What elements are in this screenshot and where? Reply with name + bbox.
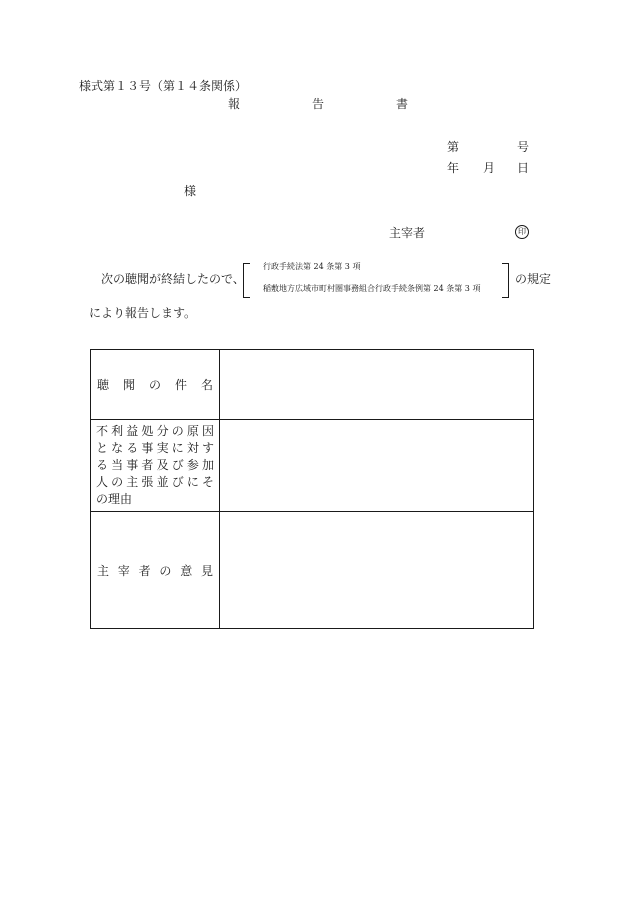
label-char: 名 <box>200 378 213 392</box>
label-char: る <box>126 441 139 455</box>
right-bracket <box>502 263 509 298</box>
label-char: 当 <box>111 458 124 472</box>
body-text-after: の規定 <box>515 272 552 286</box>
label-char: す <box>201 441 214 455</box>
label-char: の <box>111 475 124 489</box>
law-option-local: 稲敷地方広域市町村圏事務組合行政手続条例第 24 条第 3 項 <box>263 284 481 293</box>
report-table <box>90 349 534 629</box>
claims-label <box>91 420 220 512</box>
label-char: 者 <box>138 563 151 578</box>
title-char: 告 <box>311 97 324 111</box>
label-char: 実 <box>156 441 169 455</box>
label-char: 事 <box>141 441 154 455</box>
label-char: 不 <box>96 424 109 438</box>
presider-label: 主宰者 <box>389 226 426 240</box>
body-text-continuation: により報告します。 <box>89 306 197 320</box>
label-char: 見 <box>200 563 213 578</box>
label-char: 件 <box>174 378 187 392</box>
label-char: 事 <box>126 458 139 472</box>
label-char: る <box>96 458 109 472</box>
presider-opinion-label <box>91 512 220 629</box>
hearing-title-label <box>91 350 220 420</box>
label-char: そ <box>201 475 214 489</box>
label-char: に <box>171 441 184 455</box>
label-char: と <box>96 441 109 455</box>
label-char: に <box>186 475 199 489</box>
label-char: な <box>111 441 124 455</box>
reference-number-suffix: 号 <box>517 140 530 154</box>
label-char: 分 <box>156 424 169 438</box>
addressee-honorific: 様 <box>184 184 197 198</box>
label-char: 者 <box>141 458 154 472</box>
label-char: の <box>171 424 184 438</box>
label-char: 並 <box>156 475 169 489</box>
label-char: 主 <box>126 475 139 489</box>
label-char: 宰 <box>117 563 130 578</box>
label-char: 人 <box>96 475 109 489</box>
label-char: 聴 <box>97 378 110 392</box>
label-char: 聞 <box>122 378 135 392</box>
label-char: の <box>159 563 172 578</box>
label-char: 対 <box>186 441 199 455</box>
document-title <box>228 98 408 110</box>
label-char: 張 <box>141 475 154 489</box>
label-line: の理由 <box>96 492 133 506</box>
form-number: 様式第１３号（第１４条関係） <box>79 79 248 93</box>
label-char: の <box>148 378 161 392</box>
title-char: 報 <box>228 97 241 111</box>
label-char: 原 <box>186 424 199 438</box>
label-char: 主 <box>97 563 110 578</box>
hearing-title-value[interactable] <box>220 350 534 420</box>
law-option-national: 行政手続法第 24 条第 3 項 <box>263 262 361 271</box>
date-day-label: 日 <box>517 161 530 175</box>
label-char: 益 <box>126 424 139 438</box>
title-char: 書 <box>395 97 408 111</box>
table-row <box>91 350 534 420</box>
seal-mark: 印 <box>515 225 529 239</box>
label-char: 利 <box>111 424 124 438</box>
reference-number-label: 第 <box>447 140 460 154</box>
label-char: 意 <box>180 563 193 578</box>
label-char: 参 <box>186 458 199 472</box>
label-char: 因 <box>201 424 214 438</box>
label-char: び <box>171 458 184 472</box>
label-char: 加 <box>201 458 214 472</box>
presider-opinion-value[interactable] <box>220 512 534 629</box>
left-bracket <box>243 263 250 298</box>
label-char: 処 <box>141 424 154 438</box>
table-row <box>91 512 534 629</box>
label-char: び <box>171 475 184 489</box>
label-char: 及 <box>156 458 169 472</box>
claims-value[interactable] <box>220 420 534 512</box>
table-row <box>91 420 534 512</box>
body-text-before: 次の聴聞が終結したので、 <box>101 272 245 286</box>
date-year-label: 年 <box>447 161 460 175</box>
date-month-label: 月 <box>483 161 496 175</box>
